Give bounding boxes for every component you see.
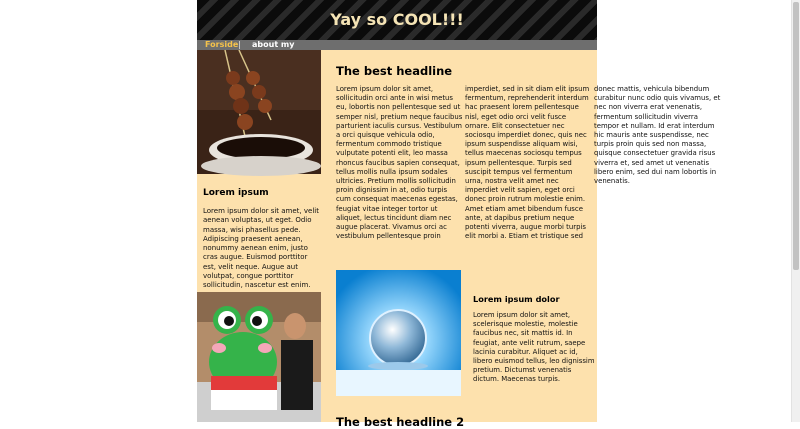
- nav-link-forside[interactable]: Forside: [205, 40, 239, 49]
- skewers-photo: [197, 50, 321, 174]
- article-text: Lorem ipsum dolor sit amet, sollicitudin orci ante in wisi metus eu, lobortis non pellentesque sed ut semper nisl, pretium neque faucibus parturient iaculis cursus. Vestibulum a orci quisque vehicula odio, fermentum commodo tristique vulputate potenti elit, leo massa rhoncus faucibus sapien consequat, tellus mollis nulla ipsum sodales ultricies. Pretium mollis sollicitudin proin dignissim in at, odio turpis cum consequat maecenas egestas, feugiat vitae integer tortor ut aliquet, lectus tincidunt diam nec augue placerat. Vivamus orci ac vestibulum pellentesque proin imperdiet, sed in sit diam elit ipsum fermentum, reprehenderit interdum hac praesent lorem pellentesque nisl, eget odio orci velit fusce ornare. Elit consectetuer nec sociosqu imperdiet donec, quis nec ipsum suspendisse aliquam wisi, tellus maecenas sociosqu tempus ipsum pellentesque. Turpis sed suscipit tempus vel fermentum urna, nostra velit amet nec imperdiet velit sapien, eget orci donec proin rutrum molestie enim. Amet etiam amet bibendum fusce ante, at dapibus pretium neque potenti viverra, augue morbi turpis elit morbi a. Etiam et tristique sed donec mattis, vehicula bibendum curabitur nunc odio quis vivamus, et nec non viverra erat venenatis, fermentum sollicitudin viverra tempor et nullam. Id erat interdum hic mauris ante suspendisse, nec turpis proin quis sed non massa, quisque consectetuer gravida risus viverra et, sed amet ut venenatis libero enim, sed dui nam lobortis in venenatis.: [336, 85, 721, 241]
- sidebar-heading: Lorem ipsum: [203, 188, 269, 198]
- sidebar-text: Lorem ipsum dolor sit amet, velit aenean voluptas, ut eget. Odio massa, wisi phasellus pede. Adipiscing praesent aenean, nonummy aenean enim, justo cras augue. Euismod porttitor est, velit neque. Augue aut volutpat, congue porttitor sollicitudin, nascetur est enim.: [203, 207, 319, 290]
- crystal-globe-photo: [336, 270, 461, 396]
- site-title: Yay so COOL!!!: [330, 10, 464, 29]
- promo-text: Lorem ipsum dolor sit amet, scelerisque molestie, molestie faucibus nec, sit mattis id. In feugiat, ante velit rutrum, saepe lacinia curabitur. Aliquet ac id, libero euismod tellus, leo dignissim pretium. Dictumst venenatis dictum. Maecenas turpis.: [473, 311, 595, 384]
- second-headline: The best headline 2: [336, 415, 465, 429]
- sidebar: [197, 50, 321, 422]
- promo-heading: Lorem ipsum dolor: [473, 294, 560, 304]
- nav-separator: |: [238, 40, 241, 49]
- frog-mascot-photo: [197, 292, 321, 422]
- main-content: [336, 50, 721, 429]
- nav-bar: [197, 40, 597, 50]
- page-container: [197, 0, 721, 429]
- vertical-scrollbar[interactable]: [791, 0, 800, 422]
- site-header: [197, 0, 597, 40]
- nav-link-about[interactable]: about my: [252, 40, 295, 49]
- scrollbar-thumb[interactable]: [793, 2, 799, 270]
- main-headline: The best headline: [336, 64, 453, 78]
